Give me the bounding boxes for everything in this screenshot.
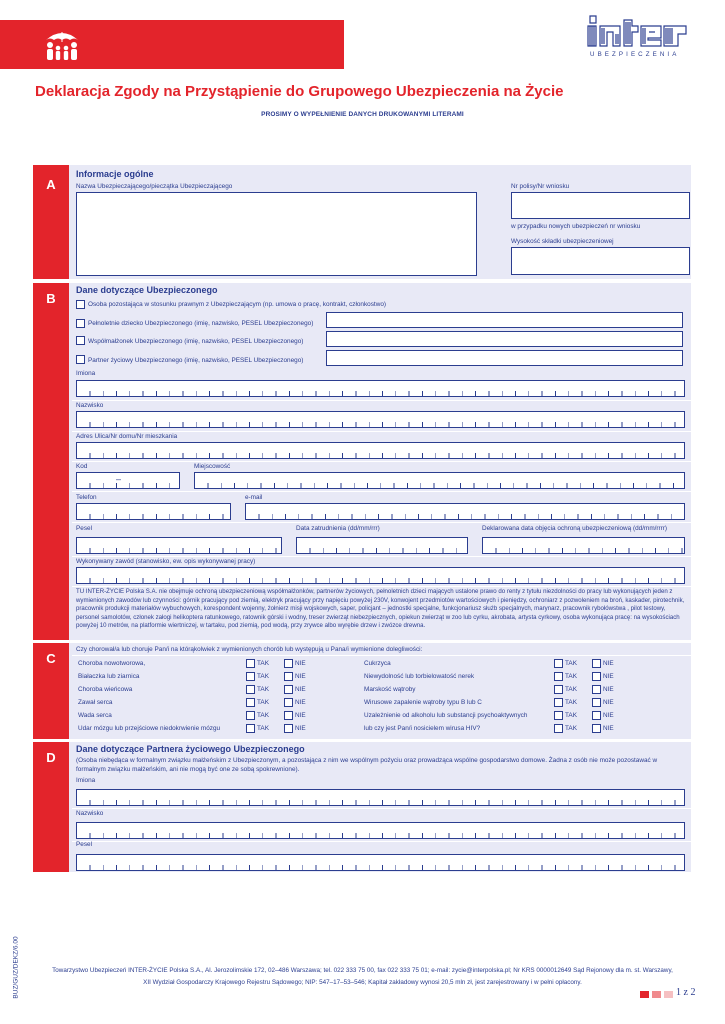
section-c-tab: C: [33, 643, 69, 739]
family-umbrella-icon: [40, 24, 84, 64]
yes-checkbox[interactable]: [246, 711, 255, 720]
email-label: e-mail: [245, 494, 263, 501]
disease-label: Udar mózgu lub przejściowe niedokrwienie mózgu: [78, 725, 221, 732]
no-label: NIE: [295, 660, 306, 667]
no-checkbox[interactable]: [284, 711, 293, 720]
occupation-label: Wykonywany zawód (stanowisko, ew. opis wykonywanej pracy): [76, 558, 256, 565]
opt-spouse-checkbox[interactable]: [76, 336, 85, 345]
disease-label: Marskość wątroby: [364, 686, 416, 693]
section-a-title: Informacje ogólne: [76, 169, 154, 179]
opt-partner-checkbox[interactable]: [76, 355, 85, 364]
no-label: NIE: [603, 660, 614, 667]
no-checkbox[interactable]: [592, 685, 601, 694]
disease-label: Białaczka lub ziarnica: [78, 673, 140, 680]
employer-label: Nazwa Ubezpieczającego/pieczątka Ubezpieczającego: [76, 183, 233, 190]
yes-label: TAK: [565, 673, 577, 680]
page-marker-square: [640, 991, 649, 998]
no-checkbox[interactable]: [284, 724, 293, 733]
page-marker-square: [664, 991, 673, 998]
yes-label: TAK: [257, 686, 269, 693]
yes-checkbox[interactable]: [554, 659, 563, 668]
surname-label: Nazwisko: [76, 402, 104, 409]
page-number: 1 z 2: [676, 987, 696, 998]
postcode-field[interactable]: [76, 472, 180, 489]
no-label: NIE: [603, 699, 614, 706]
phone-field[interactable]: [76, 503, 231, 520]
disease-label: Zawał serca: [78, 699, 113, 706]
footer-line-1: Towarzystwo Ubezpieczeń INTER-ŻYCIE Polska S.A., Al. Jerozolimskie 172, 02–486 Warszawa; tel. 022 333 75 00, fax 022 333 75 01; e-mail: zycie@interpolska.pl; Nr KRS 0000012649 Sąd Rejonowy dla m. st. Warszawy,: [52, 967, 673, 974]
yes-label: TAK: [565, 686, 577, 693]
row-divider: [72, 400, 691, 401]
section-a-tab: A: [33, 165, 69, 279]
yes-checkbox[interactable]: [246, 659, 255, 668]
yes-label: TAK: [257, 660, 269, 667]
section-d-tab: D: [33, 742, 69, 872]
first-names-label: Imiona: [76, 370, 96, 377]
yes-label: TAK: [565, 660, 577, 667]
row-divider: [72, 522, 691, 523]
opt-partner-label: Partner życiowy Ubezpieczonego (imię, nazwisko, PESEL Ubezpieczonego): [88, 357, 304, 364]
city-label: Miejscowość: [194, 463, 231, 470]
row-divider: [72, 491, 691, 492]
partner-first-names-label: Imiona: [76, 777, 96, 784]
postcode-dash: –: [116, 474, 122, 484]
yes-checkbox[interactable]: [554, 711, 563, 720]
row-divider: [72, 655, 691, 656]
city-field[interactable]: [194, 472, 685, 489]
yes-label: TAK: [565, 699, 577, 706]
policy-label: Nr polisy/Nr wniosku: [511, 183, 570, 190]
surname-field[interactable]: [76, 411, 685, 428]
no-label: NIE: [603, 725, 614, 732]
opt-child-checkbox[interactable]: [76, 319, 85, 328]
premium-label: Wysokość składki ubezpieczeniowej: [511, 238, 614, 245]
disease-label: Cukrzyca: [364, 660, 391, 667]
disease-label: lub czy jest Pan/i nosicielem wirusa HIV?: [364, 725, 481, 732]
partner-surname-field[interactable]: [76, 822, 685, 839]
partner-pesel-label: Pesel: [76, 841, 92, 848]
coverage-date-label: Deklarowana data objęcia ochroną ubezpieczeniową (dd/mm/rrrr): [482, 525, 668, 532]
yes-label: TAK: [257, 699, 269, 706]
partner-pesel-field[interactable]: [76, 854, 685, 871]
no-label: NIE: [603, 673, 614, 680]
yes-label: TAK: [257, 712, 269, 719]
partner-definition: (Osoba niebędąca w formalnym związku małżeńskim z Ubezpieczonym, a pozostająca z nim we wspólnym pożyciu oraz prowadząca wspólne gospodarstwo domowe. Żadna z osób nie może pozostawać w formalnym związku małżeńskim, ani nie mogą być one ze sobą spokrewnione).: [76, 757, 658, 773]
section-b-tab: B: [33, 283, 69, 640]
occupation-field[interactable]: [76, 567, 685, 584]
postcode-label: Kod: [76, 463, 88, 470]
yes-checkbox[interactable]: [246, 698, 255, 707]
page-marker-square: [652, 991, 661, 998]
employment-date-label: Data zatrudnienia (dd/mm/rrr): [296, 525, 380, 532]
employment-date-field[interactable]: [296, 537, 468, 554]
disease-label: Wirusowe zapalenie wątroby typu B lub C: [364, 699, 482, 706]
address-label: Adres Ulica/Nr domu/Nr mieszkania: [76, 433, 178, 440]
no-label: NIE: [603, 712, 614, 719]
partner-surname-label: Nazwisko: [76, 810, 104, 817]
footer-line-2: XII Wydział Gospodarczy Krajowego Rejestru Sądowego; NIP: 547–17–53–546; Kapitał zakładowy wynosi 20,5 mln zł, jest zarejestrowany i w pełni opłacony.: [143, 979, 582, 986]
no-checkbox[interactable]: [592, 659, 601, 668]
exclusions-disclaimer: TU INTER-ŻYCIE Polska S.A. nie obejmuje ochroną ubezpieczeniową współmałżonków, partnerów życiowych, pełnoletnich dzieci mających ustalone prawo do renty z tytułu niezdolności do pracy lub wykonujących jeden z wymienionych zawodów lub czynności: górnik pracujący pod ziemią, elektryk pracujący przy napięciu powyżej 230V, konwojent przedmiotów wartościowych i pieniędzy, ochroniarz z pozwoleniem na broń, kaskader, pirotechnik, pracownik produkcji materiałów wybuchowych, korespondent wojenny, żołnierz misji wojskowych, saper, policjant – jednostki specjalne, funkcjonariusz służb specjalnych, marynarz, pracownik rybołówstwa , pilot testowy, personel samolotów, członek załogi helikoptera ratunkowego, ratownik górski i wodny, treser zwierząt niebezpiecznych, opiekun zwierząt w zoo lub cyrku, akrobata, artysta cyrkowy, osoba wykonująca pracę: na wysokościach powyżej 10 metrów, na platformie wiertniczej, w tartaku, pod ziemią, pod wodą, przy zrywce albo wyrębie drzew i zwózce drewna.: [76, 588, 685, 630]
employer-field[interactable]: [76, 192, 477, 276]
row-divider: [72, 461, 691, 462]
no-checkbox[interactable]: [592, 698, 601, 707]
row-divider: [72, 431, 691, 432]
new-insured-label: w przypadku nowych ubezpieczeń nr wniosku: [511, 223, 641, 230]
yes-checkbox[interactable]: [554, 672, 563, 681]
opt-partner-field[interactable]: [326, 350, 683, 366]
yes-checkbox[interactable]: [554, 685, 563, 694]
yes-label: TAK: [257, 725, 269, 732]
yes-checkbox[interactable]: [554, 724, 563, 733]
page-title: Deklaracja Zgody na Przystąpienie do Grupowego Ubezpieczenia na Życie: [35, 83, 564, 100]
row-divider: [72, 841, 691, 842]
yes-label: TAK: [565, 725, 577, 732]
section-b-title: Dane dotyczące Ubezpieczonego: [76, 285, 218, 295]
inter-logo-mark: [586, 14, 690, 48]
opt-employee-label: Osoba pozostająca w stosunku prawnym z Ubezpieczającym (np. umowa o pracę, kontrakt, członkostwo): [88, 301, 387, 308]
disease-label: Choroba nowotworowa,: [78, 660, 146, 667]
no-label: NIE: [295, 725, 306, 732]
yes-checkbox[interactable]: [246, 672, 255, 681]
opt-spouse-label: Współmałżonek Ubezpieczonego (imię, nazwisko, PESEL Ubezpieczonego): [88, 338, 304, 345]
page-subtitle: PROSIMY O WYPEŁNIENIE DANYCH DRUKOWANYMI LITERAMI: [261, 111, 464, 118]
email-field[interactable]: [245, 503, 685, 520]
no-checkbox[interactable]: [592, 672, 601, 681]
inter-logo-subtitle: UBEZPIECZENIA: [590, 51, 680, 58]
disease-label: Choroba wieńcowa: [78, 686, 133, 693]
address-field[interactable]: [76, 442, 685, 459]
row-divider: [72, 586, 691, 587]
opt-child-label: Pełnoletnie dziecko Ubezpieczonego (imię, nazwisko, PESEL Ubezpieczonego): [88, 320, 314, 327]
health-question: Czy chorował/a lub choruje Pan/i na którąkolwiek z wymienionych chorób lub występują u Pana/i wymienione dolegliwości:: [76, 646, 423, 653]
disease-label: Uzależnienie od alkoholu lub substancji psychoaktywnych: [364, 712, 528, 719]
yes-label: TAK: [565, 712, 577, 719]
no-label: NIE: [295, 712, 306, 719]
opt-spouse-field[interactable]: [326, 331, 683, 347]
no-label: NIE: [603, 686, 614, 693]
form-code: BUZ/GUZ/DEKZ/6.00: [12, 936, 20, 999]
yes-label: TAK: [257, 673, 269, 680]
pesel-field[interactable]: [76, 537, 282, 554]
opt-child-field[interactable]: [326, 312, 683, 328]
first-names-field[interactable]: [76, 380, 685, 397]
no-checkbox[interactable]: [592, 724, 601, 733]
phone-label: Telefon: [76, 494, 97, 501]
premium-field[interactable]: [511, 247, 690, 275]
disease-label: Niewydolność lub torbielowatość nerek: [364, 673, 475, 680]
no-checkbox[interactable]: [284, 685, 293, 694]
row-divider: [72, 808, 691, 809]
no-label: NIE: [295, 673, 306, 680]
section-d-title: Dane dotyczące Partnera życiowego Ubezpieczonego: [76, 744, 305, 754]
opt-employee-checkbox[interactable]: [76, 300, 85, 309]
row-divider: [72, 556, 691, 557]
yes-checkbox[interactable]: [246, 724, 255, 733]
pesel-label: Pesel: [76, 525, 92, 532]
no-checkbox[interactable]: [284, 672, 293, 681]
no-checkbox[interactable]: [284, 659, 293, 668]
no-checkbox[interactable]: [592, 711, 601, 720]
policy-number-field[interactable]: [511, 192, 690, 219]
inter-logo: [586, 14, 690, 62]
yes-checkbox[interactable]: [246, 685, 255, 694]
no-label: NIE: [295, 699, 306, 706]
no-label: NIE: [295, 686, 306, 693]
disease-label: Wada serca: [78, 712, 112, 719]
partner-first-names-field[interactable]: [76, 789, 685, 806]
no-checkbox[interactable]: [284, 698, 293, 707]
coverage-date-field[interactable]: [482, 537, 685, 554]
yes-checkbox[interactable]: [554, 698, 563, 707]
